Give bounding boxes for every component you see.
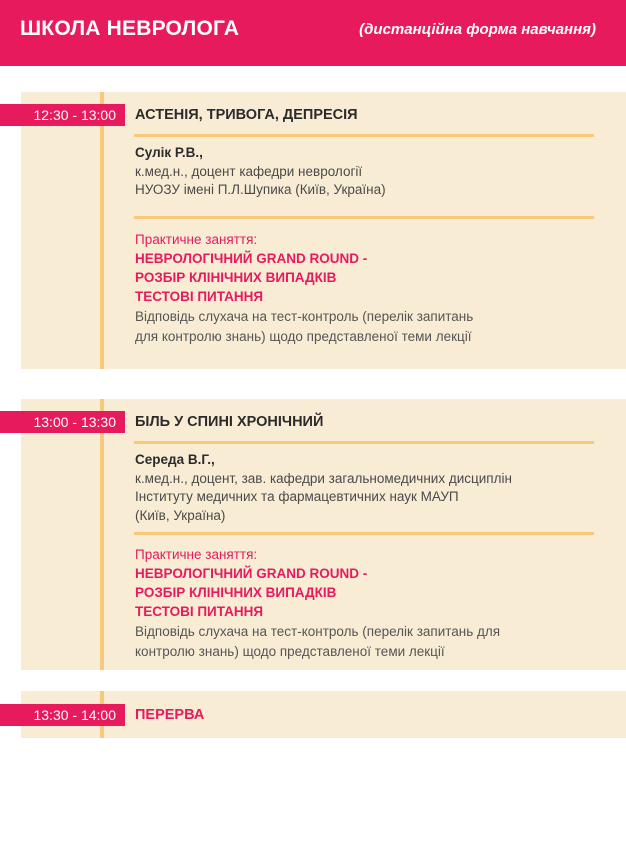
speaker-name: Середа В.Г., [135,452,215,467]
speaker-affiliation: Інституту медичних та фармацевтичних наук МАУП [135,489,459,504]
session-divider-line [100,92,104,369]
practice-topic: РОЗБІР КЛІНІЧНИХ ВИПАДКІВ [135,585,337,600]
practice-info [135,230,473,346]
page-subtitle: (дистанційна форма навчання) [359,21,596,38]
practice-topic: НЕВРОЛОГІЧНИЙ GRAND ROUND - [135,251,368,266]
practice-description: Відповідь слухача на тест-контроль (перелік запитань [135,309,474,324]
section-separator [134,532,594,535]
speaker-credentials: к.мед.н., доцент кафедри неврології [135,163,363,179]
page-title: ШКОЛА НЕВРОЛОГА [20,17,240,40]
section-separator [134,441,594,444]
session-time-badge: 13:00 - 13:30 [0,411,125,433]
practice-topic: ТЕСТОВІ ПИТАННЯ [135,604,264,619]
practice-topic: ТЕСТОВІ ПИТАННЯ [135,289,264,304]
session-time-badge: 12:30 - 13:00 [0,104,125,126]
speaker-info [135,451,512,525]
section-separator [134,216,594,219]
practice-info [135,545,500,661]
practice-description: для контролю знань) щодо представленої теми лекції [135,329,472,344]
speaker-info [135,144,386,200]
session-divider-line [100,399,104,670]
speaker-name: Сулік Р.В., [135,145,203,160]
practice-topic: РОЗБІР КЛІНІЧНИХ ВИПАДКІВ [135,270,337,285]
speaker-location: (Київ, Україна) [135,507,226,523]
section-separator [134,134,594,137]
practice-description: Відповідь слухача на тест-контроль (перелік запитань для [135,624,501,639]
practice-topic: НЕВРОЛОГІЧНИЙ GRAND ROUND - [135,566,368,581]
practice-label: Практичне заняття: [135,547,258,562]
break-title: ПЕРЕРВА [135,707,205,723]
speaker-affiliation: НУОЗУ імені П.Л.Шупика (Київ, Україна) [135,182,386,197]
practice-description: контролю знань) щодо представленої теми лекції [135,644,445,659]
page-header [0,0,626,66]
session-title: АСТЕНІЯ, ТРИВОГА, ДЕПРЕСІЯ [135,107,358,123]
session-time-badge: 13:30 - 14:00 [0,704,125,726]
practice-label: Практичне заняття: [135,232,258,247]
speaker-credentials: к.мед.н., доцент, зав. кафедри загальномедичних дисциплін [135,470,512,486]
session-title: БІЛЬ У СПИНІ ХРОНІЧНИЙ [135,414,324,430]
